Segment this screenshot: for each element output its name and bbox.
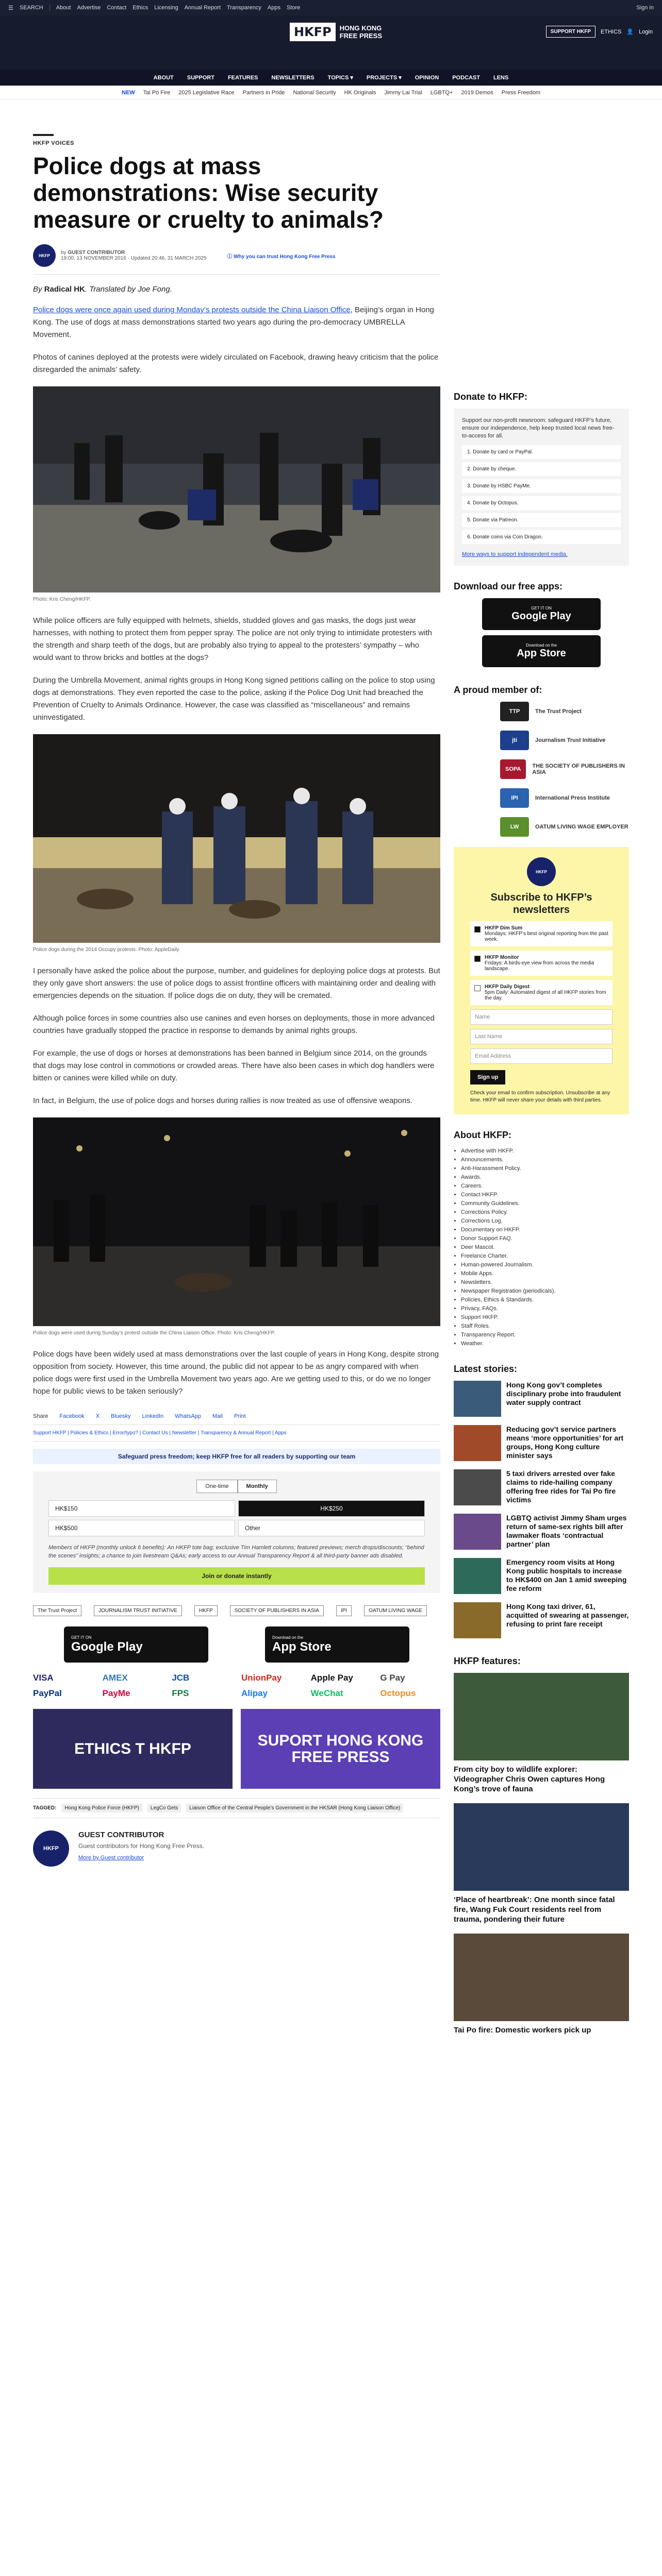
payment-octopus: Octopus <box>380 1688 416 1698</box>
store-small-label: GET IT ON <box>71 1635 92 1640</box>
about-item[interactable]: • Community Guidelines. <box>461 1199 629 1208</box>
about-item[interactable]: • Weather. <box>461 1340 629 1348</box>
newsletter-logo: HKFP <box>527 857 556 886</box>
logo-mark: HKFP <box>290 23 336 41</box>
byline <box>33 244 440 275</box>
photo-illustration <box>33 386 440 592</box>
nav-lens[interactable]: LENS <box>493 74 509 81</box>
subnav-item[interactable]: LGBTQ+ <box>430 89 453 96</box>
masthead <box>0 15 662 70</box>
feature-story[interactable] <box>454 1934 629 2035</box>
trust-link[interactable]: ⓘ Why you can trust Hong Kong Free Press <box>227 253 336 260</box>
latest-story[interactable] <box>454 1381 629 1417</box>
logo-ipi[interactable]: IPI <box>336 1605 352 1616</box>
feature-image[interactable] <box>454 1673 629 1760</box>
paragraph: During the Umbrella Movement, animal rights groups in Hong Kong signed petitions calling on the police to stop using dogs at demonstrations. They even reported the case to the police, asking if the Police Dog Unit had breached the Prevention of Cruelty to Animals Ordinance. However, the case was classified as “miscellaneous” and remains uninvestigated. <box>33 676 435 722</box>
donate-more-link[interactable]: More ways to support independent media. <box>462 551 568 557</box>
payment-methods <box>33 1673 440 1699</box>
about-item[interactable]: • Privacy, FAQs. <box>461 1304 629 1313</box>
payment-fps: FPS <box>172 1688 189 1698</box>
newsletter-option[interactable] <box>470 951 613 976</box>
member-item[interactable] <box>500 731 629 750</box>
nav-topics[interactable]: TOPICS ▾ <box>327 75 353 81</box>
nav-newsletters[interactable]: NEWSLETTERS <box>271 74 315 81</box>
checkbox-checked[interactable] <box>474 956 481 962</box>
latest-list <box>454 1381 629 1638</box>
partner-logos <box>33 1605 440 1616</box>
user-icon[interactable]: 👤 <box>626 29 634 35</box>
subnav-item[interactable]: Partners in Pride <box>242 89 285 96</box>
topbar-link-contact[interactable]: Contact <box>107 5 127 11</box>
kicker-bar <box>33 134 54 136</box>
latest-story[interactable] <box>454 1602 629 1638</box>
frequency-toggle <box>48 1480 425 1493</box>
support-hkfp-button[interactable]: SUPPORT HKFP <box>546 26 595 38</box>
tagged-label: TAGGED: <box>33 1805 57 1811</box>
logo-trust-project[interactable]: The Trust Project <box>33 1605 81 1616</box>
logo-hkfp[interactable]: HKFP <box>194 1605 218 1616</box>
site-logo[interactable] <box>290 23 382 41</box>
share-x[interactable]: X <box>95 1413 100 1419</box>
member-badge: IPI <box>500 788 529 808</box>
story-title[interactable]: LGBTQ activist Jimmy Sham urges return of same-sex rights bill after lawmaker floats ‘contractual partner’ plan <box>506 1514 627 1548</box>
member-item[interactable] <box>500 702 629 721</box>
paragraph: For example, the use of dogs or horses at demonstrations has been banned in Belgium since 2014, on the grounds that dogs may lose control in commotions or crowded areas. There have also been cases in which dog handlers were bitten or canines were killed while on duty. <box>33 1049 435 1082</box>
login-link[interactable]: Login <box>639 28 653 35</box>
story-thumbnail[interactable] <box>454 1469 501 1505</box>
about-title: About HKFP: <box>454 1130 511 1140</box>
logo-line-1: HONG KONG <box>339 24 382 32</box>
toggle-one-time[interactable]: One-time <box>196 1480 237 1493</box>
checkbox[interactable] <box>474 985 481 991</box>
subnav-item[interactable]: National Security <box>293 89 336 96</box>
credit-prefix: By <box>33 285 44 294</box>
tag-chip[interactable]: LegCo Gets <box>147 1804 181 1812</box>
paragraph: Police dogs have been widely used at mass demonstrations over the last couple of years in Hong Kong, despite strong opposition from society. However, this time around, the public did not appear to be as angry compared with when police dogs were first used in the Umbrella Movement two years ago. Are we getting used to this, or do we no longer hope for public views to be taken seriously? <box>33 1350 439 1396</box>
logo-text <box>340 24 382 40</box>
credit-author: Radical HK <box>44 285 85 294</box>
story-thumbnail[interactable] <box>454 1381 501 1417</box>
subnav-item[interactable]: 2019 Demos <box>461 89 493 96</box>
credit-translation: . Translated by Joe Fong. <box>85 285 172 294</box>
topbar-link-ethics[interactable]: Ethics <box>133 5 148 11</box>
topbar-link-signin[interactable]: Sign in <box>636 5 654 11</box>
latest-title: Latest stories: <box>454 1364 518 1374</box>
about-item[interactable]: • Staff Roles. <box>461 1322 629 1331</box>
photo-police-dogs-occupy[interactable] <box>33 734 440 943</box>
photo-illustration <box>33 1117 440 1326</box>
subnav-item[interactable]: Jimmy Lai Trial <box>384 89 422 96</box>
checkbox-checked[interactable] <box>474 926 481 933</box>
member-item[interactable] <box>500 817 629 837</box>
member-label: Journalism Trust Initiative <box>535 737 606 743</box>
author-avatar[interactable]: HKFP <box>33 244 56 267</box>
member-badge: SOPA <box>500 759 526 779</box>
about-item[interactable]: • Human-powered Journalism. <box>461 1261 629 1269</box>
payment-payme: PayMe <box>102 1688 130 1698</box>
about-item[interactable]: • Documentary on HKFP. <box>461 1226 629 1234</box>
topbar-link-licensing[interactable]: Licensing <box>154 5 178 11</box>
topbar-link-advertise[interactable]: Advertise <box>77 5 101 11</box>
support-links-row[interactable]: Support HKFP | Policies & Ethics | Error/typo? | Contact Us | Newsletter | Transparency & Annual Report | Apps <box>33 1425 440 1442</box>
story-title[interactable]: Hong Kong taxi driver, 61, acquitted of swearing at passenger, refusing to print fare receipt <box>506 1602 629 1628</box>
byline-dates: 19:00, 13 NOVEMBER 2016 · Updated 20:46, 31 MARCH 2025 <box>61 256 207 261</box>
nl-opt-title: HKFP Dim Sum <box>485 925 523 931</box>
google-play-button[interactable] <box>482 598 601 630</box>
nl-opt-desc: 5pm Daily: Automated digest of all HKFP stories from the day. <box>485 990 606 1001</box>
about-item[interactable]: • Contact HKFP. <box>461 1191 629 1199</box>
safeguard-banner[interactable]: Safeguard press freedom; keep HKFP free for all readers by supporting our team <box>33 1449 440 1464</box>
nav-projects[interactable]: PROJECTS ▾ <box>366 75 402 81</box>
logo-jti[interactable]: JOURNALISM TRUST INITIATIVE <box>94 1605 182 1616</box>
feature-title[interactable]: Tai Po fire: Domestic workers pick up <box>454 2026 591 2035</box>
author-box-name[interactable]: GUEST CONTRIBUTOR <box>78 1831 164 1839</box>
share-print[interactable]: Print <box>234 1413 246 1419</box>
about-item[interactable]: • Announcements. <box>461 1156 629 1164</box>
share-bluesky[interactable]: Bluesky <box>111 1413 131 1419</box>
amount-option[interactable]: Other <box>238 1520 425 1536</box>
story-thumbnail[interactable] <box>454 1514 501 1550</box>
promo-ethics[interactable]: ETHICS T HKFP <box>33 1709 233 1789</box>
photo-caption: Photo: Kris Cheng/HKFP. <box>33 597 91 602</box>
join-donate-button[interactable]: Join or donate instantly <box>48 1567 425 1585</box>
trust-link-label: Why you can trust Hong Kong Free Press <box>234 253 336 260</box>
byline-by: by <box>61 250 67 256</box>
nav-about[interactable]: ABOUT <box>153 74 174 81</box>
new-badge: NEW <box>122 89 135 96</box>
member-item[interactable] <box>500 788 629 808</box>
apps-title: Download our free apps: <box>454 581 563 591</box>
photo-caption: Police dogs during the 2014 Occupy protests. Photo: AppleDaily. <box>33 947 180 953</box>
amount-option-selected[interactable]: HK$250 <box>238 1500 425 1517</box>
share-mail[interactable]: Mail <box>212 1413 223 1419</box>
inline-link[interactable]: Police dogs were once again used during Monday’s protests outside the China Liaison Office <box>33 306 351 314</box>
latest-story[interactable] <box>454 1558 629 1594</box>
about-item[interactable]: • Newsletters. <box>461 1278 629 1287</box>
about-item[interactable]: • Policies, Ethics & Standards. <box>461 1296 629 1304</box>
app-store-button[interactable] <box>265 1626 409 1663</box>
about-item[interactable]: • Freelance Charter. <box>461 1252 629 1261</box>
member-item[interactable] <box>500 759 629 779</box>
about-item[interactable]: • Transparency Report. <box>461 1331 629 1340</box>
member-label: THE SOCIETY OF PUBLISHERS IN ASIA <box>532 763 625 775</box>
story-thumbnail[interactable] <box>454 1425 501 1461</box>
subnav-item[interactable]: 2025 Legislative Race <box>178 89 235 96</box>
store-small-label: GET IT ON <box>531 606 552 611</box>
logo-sopa[interactable]: SOCIETY OF PUBLISHERS IN ASIA <box>230 1605 324 1616</box>
paragraph: Photos of canines deployed at the protests were widely circulated on Facebook, drawing heavy criticism that the police disregarded the animals’ safety. <box>33 353 439 374</box>
feature-title[interactable]: ‘Place of heartbreak’: One month since fatal fire, Wang Fuk Court residents reel from trauma, pondering their future <box>454 1895 615 1924</box>
nav-podcast[interactable]: PODCAST <box>452 74 480 81</box>
nav-features[interactable]: FEATURES <box>227 74 258 81</box>
nl-opt-desc: Mondays: HKFP’s best original reporting from the past week. <box>485 931 608 942</box>
subnav-item[interactable]: HK Originals <box>344 89 376 96</box>
member-label: International Press Institute <box>535 795 610 801</box>
latest-story[interactable] <box>454 1425 629 1461</box>
photo-illustration <box>33 734 440 943</box>
paragraph-text: , Beijing’s organ in Hong Kong. The use of dogs at mass demonstrations started two years ago during the pro-democracy UMBRELLA Movement. <box>33 306 434 339</box>
member-benefits-note: Members of HKFP (monthly unlock 6 benefits): An HKFP tote bag; exclusive Tim Hamlett columns; featured previews; merch drops/discounts; “behind the scenes” insights; a chance to join livestream Q&As; early access to our Annual Transparency Report & all third-party banner ads disabled. <box>48 1545 424 1559</box>
about-item[interactable]: • Careers. <box>461 1182 629 1191</box>
tag-chip[interactable]: Hong Kong Police Force (HKFP) <box>61 1804 142 1812</box>
top-utility-bar <box>0 0 662 15</box>
topbar-link-about[interactable]: About <box>56 5 71 11</box>
store-label: App Store <box>272 1639 332 1654</box>
name-field[interactable]: Name <box>470 1009 613 1025</box>
last-name-field[interactable]: Last Name <box>470 1029 613 1044</box>
share-linkedin[interactable]: LinkedIn <box>142 1413 164 1419</box>
payment-jcb: JCB <box>172 1673 190 1683</box>
menu-icon[interactable]: ☰ <box>8 5 13 11</box>
member-badge: TTP <box>500 702 529 721</box>
store-small-label: Download on the <box>272 1635 304 1640</box>
about-item[interactable]: • Mobile Apps. <box>461 1269 629 1278</box>
store-small-label: Download on the <box>525 643 557 648</box>
share-facebook[interactable]: Facebook <box>59 1413 85 1419</box>
amount-options <box>48 1500 425 1536</box>
sidebar-app-buttons <box>454 598 629 667</box>
paragraph: In fact, in Belgium, the use of police dogs and horses during rallies is now treated as use of offensive weapons. <box>33 1096 412 1105</box>
sub-nav <box>0 86 662 99</box>
article-credit <box>33 285 440 294</box>
topbar-link-store[interactable]: Store <box>286 5 301 11</box>
email-field[interactable]: Email Address <box>470 1048 613 1064</box>
donate-option[interactable]: 3. Donate by HSBC PayMe. <box>462 479 621 493</box>
payment-alipay: Alipay <box>241 1688 268 1698</box>
story-title[interactable]: Reducing gov’t service partners means ‘more opportunities’ for art groups, Hong Kong culture minister says <box>506 1425 624 1460</box>
feature-image[interactable] <box>454 1934 629 2021</box>
ethics-link[interactable]: ETHICS <box>601 28 622 35</box>
share-row <box>33 1408 440 1425</box>
subnav-item[interactable]: Press Freedom <box>501 89 540 96</box>
subnav-item[interactable]: Tai Po Fire <box>143 89 171 96</box>
divider <box>49 5 50 11</box>
payment-visa: VISA <box>33 1673 54 1683</box>
logo-line-2: FREE PRESS <box>339 32 383 40</box>
features-title: HKFP features: <box>454 1656 521 1666</box>
about-item[interactable]: • Advertise with HKFP. <box>461 1147 629 1156</box>
nl-opt-title: HKFP Monitor <box>485 955 519 960</box>
app-store-row <box>33 1626 440 1663</box>
article-kicker[interactable]: HKFP VOICES <box>33 140 74 146</box>
donate-panel <box>454 409 629 566</box>
nav-support[interactable]: SUPPORT <box>187 74 214 81</box>
donation-widget <box>33 1471 440 1593</box>
latest-story[interactable] <box>454 1469 629 1505</box>
tag-chip[interactable]: Liaison Office of the Central People’s Government in the HKSAR (Hong Kong Liaison Office) <box>186 1804 403 1812</box>
about-item[interactable]: • Support HKFP. <box>461 1313 629 1322</box>
nav-opinion[interactable]: OPINION <box>415 74 439 81</box>
donate-option[interactable]: 2. Donate by cheque. <box>462 462 621 476</box>
newsletter-box <box>454 847 629 1114</box>
topbar-link-annual-report[interactable]: Annual Report <box>184 5 221 11</box>
author-more-link[interactable]: More by Guest contributor <box>78 1855 144 1861</box>
feature-story[interactable] <box>454 1803 629 1924</box>
story-thumbnail[interactable] <box>454 1558 501 1594</box>
newsletter-note: Check your email to confirm subscription. Unsubscribe at any time. HKFP will never share your details with third parties. <box>470 1090 610 1103</box>
topbar-link-transparency[interactable]: Transparency <box>227 5 261 11</box>
about-item[interactable]: • Corrections Policy. <box>461 1208 629 1217</box>
store-label: App Store <box>517 648 566 659</box>
story-thumbnail[interactable] <box>454 1602 501 1638</box>
article-title: Police dogs at mass demonstrations: Wise security measure or cruelty to animals? <box>33 152 384 233</box>
topbar-link-apps[interactable]: Apps <box>267 5 280 11</box>
about-item[interactable]: • Deer Mascot. <box>461 1243 629 1252</box>
member-badge: LW <box>500 817 529 837</box>
toggle-monthly[interactable]: Monthly <box>238 1480 277 1493</box>
latest-story[interactable] <box>454 1514 629 1550</box>
feature-story[interactable] <box>454 1673 629 1794</box>
share-whatsapp[interactable]: WhatsApp <box>175 1413 201 1419</box>
about-item[interactable]: • Newspaper Registration (periodicals). <box>461 1287 629 1296</box>
about-item[interactable]: • Donor Support FAQ. <box>461 1234 629 1243</box>
member-badge: jti <box>500 731 529 750</box>
logo-living-wage[interactable]: OATUM LIVING WAGE <box>364 1605 427 1616</box>
store-label: Google Play <box>71 1639 143 1654</box>
nl-opt-desc: Fridays: A birds-eye view from across the media landscape. <box>485 960 594 972</box>
share-label: Share <box>33 1413 48 1419</box>
payment-applepay: Apple Pay <box>310 1673 353 1683</box>
payment-paypal: PayPal <box>33 1688 62 1698</box>
about-item[interactable]: • Anti-Harassment Policy. <box>461 1164 629 1173</box>
feature-image[interactable] <box>454 1803 629 1891</box>
author-box-avatar[interactable]: HKFP <box>33 1831 69 1867</box>
photo-caption: Police dogs were used during Sunday’s protest outside the China Liaison Office. Photo: Kris Cheng/HKFP. <box>33 1330 275 1336</box>
story-title[interactable]: Emergency room visits at Hong Kong public hospitals to increase to HK$400 on Jan 1 amid sweeping fee reform <box>506 1558 627 1592</box>
store-label: Google Play <box>511 611 571 622</box>
author-box <box>33 1831 440 1867</box>
paragraph: Although police forces in some countries also use canines and even horses on deployments, those in more advanced countries have gradually stopped the practice in response to demands by animal rights groups. <box>33 1014 435 1035</box>
member-label: OATUM LIVING WAGE EMPLOYER <box>535 824 628 830</box>
tagged-row <box>33 1798 440 1818</box>
member-label: The Trust Project <box>535 708 582 715</box>
payment-wechat: WeChat <box>310 1688 343 1698</box>
search-link[interactable]: SEARCH <box>19 5 43 11</box>
donate-option[interactable]: 5. Donate via Patreon. <box>462 513 621 527</box>
newsletter-option[interactable] <box>470 980 613 1005</box>
signup-button[interactable]: Sign up <box>470 1070 505 1084</box>
promo-support[interactable]: SUPORT HONG KONG FREE PRESS <box>241 1709 440 1789</box>
paragraph: I personally have asked the police about the purpose, number, and guidelines for deploying police dogs at protests. But they only gave short answers: the use of police dogs to assist frontline officers with maintaining order and dealing with emergencies depends on the situation. If police dogs die on duty, they will be cremated. <box>33 967 440 1000</box>
story-title[interactable]: 5 taxi drivers arrested over fake claims to ride-hailing company offering free rides for Tai Po fire victims <box>506 1469 616 1504</box>
amount-option[interactable]: HK$500 <box>48 1520 235 1536</box>
about-list <box>454 1147 629 1348</box>
promo-banners <box>33 1709 440 1789</box>
about-item[interactable]: • Awards. <box>461 1173 629 1182</box>
payment-amex: AMEX <box>102 1673 128 1683</box>
member-list <box>454 702 629 837</box>
donate-option[interactable]: 1. Donate by card or PayPal. <box>462 445 621 459</box>
amount-option[interactable]: HK$150 <box>48 1500 235 1517</box>
main-nav <box>0 70 662 86</box>
story-title[interactable]: Hong Kong gov’t completes disciplinary probe into fraudulent water supply contract <box>506 1381 621 1406</box>
sidebar <box>454 392 629 2044</box>
payment-gpay: G Pay <box>380 1673 405 1683</box>
payment-unionpay: UnionPay <box>241 1673 282 1683</box>
app-store-button[interactable] <box>482 635 601 667</box>
article <box>33 134 440 1867</box>
newsletter-title: Subscribe to HKFP’s newsletters <box>490 892 592 916</box>
feature-title[interactable]: From city boy to wildlife explorer: Videographer Chris Owen captures Hong Kong’s trove of fauna <box>454 1765 605 1793</box>
donate-option[interactable]: 6. Donate coins via Coin Dragon. <box>462 530 621 544</box>
donate-option[interactable]: 4. Donate by Octopus. <box>462 496 621 510</box>
paragraph <box>33 304 440 341</box>
feature-list <box>454 1673 629 2035</box>
about-item[interactable]: • Corrections Log. <box>461 1217 629 1226</box>
member-title: A proud member of: <box>454 685 542 695</box>
photo-protest-dogs[interactable] <box>33 386 440 592</box>
byline-author[interactable]: GUEST CONTRIBUTOR <box>68 250 125 256</box>
author-box-desc: Guest contributors for Hong Kong Free Press. <box>78 1842 205 1850</box>
newsletter-option[interactable] <box>470 921 613 946</box>
nl-opt-title: HKFP Daily Digest <box>485 984 530 990</box>
donate-title: Donate to HKFP: <box>454 392 527 402</box>
donate-text: Support our non-profit newsroom: safeguard HKFP's future, ensure our independence, help keep trusted local news free-to-access for all. <box>462 417 615 439</box>
google-play-button[interactable] <box>64 1626 208 1663</box>
photo-liaison-office-protest[interactable] <box>33 1117 440 1326</box>
paragraph: While police officers are fully equipped with helmets, shields, studded gloves and gas masks, the dogs just wear harnesses, with nothing to protect them from pepper spray. The police are not only trying to intimidate protesters with the strength and sharp teeth of the dogs, but are probably also trying to appeal to the protesters’ sympathy – who would want to throw bricks and bottles at the dogs? <box>33 616 433 662</box>
